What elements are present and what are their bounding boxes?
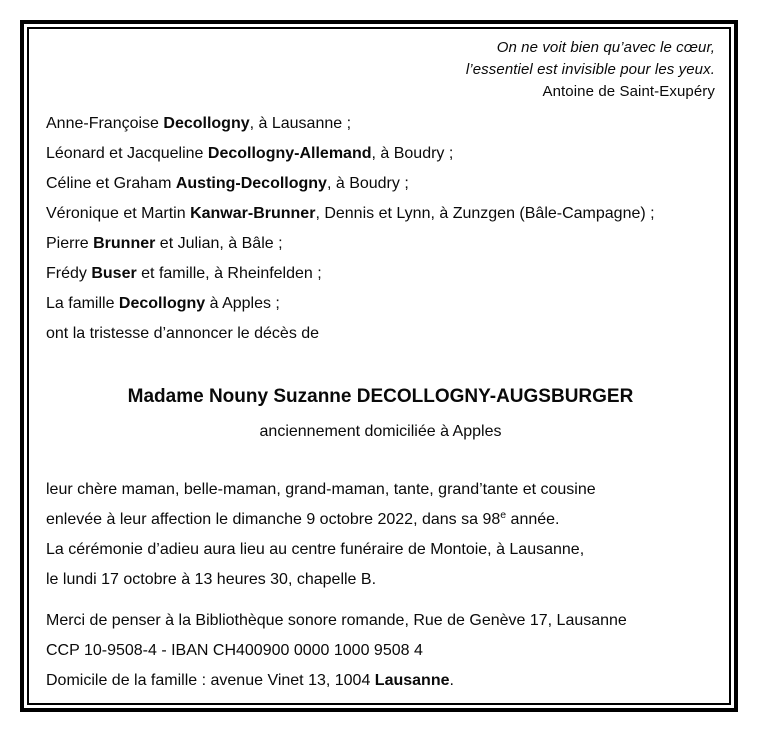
- text-line: Anne-Françoise Decollogny, à Lausanne ;: [46, 115, 352, 132]
- announcement-details: [46, 475, 715, 595]
- text-line: le lundi 17 octobre à 13 heures 30, chapelle B.: [46, 571, 377, 588]
- text-line: leur chère maman, belle-maman, grand-maman, tante, grand’tante et cousine: [46, 481, 596, 498]
- epigraph-line-2: l’essentiel est invisible pour les yeux.: [465, 61, 715, 78]
- text-line: Céline et Graham Austing-Decollogny, à Boudry ;: [46, 175, 409, 192]
- text-line: La cérémonie d’adieu aura lieu au centre funéraire de Montoie, à Lausanne,: [46, 541, 585, 558]
- text-line: Merci de penser à la Bibliothèque sonore romande, Rue de Genève 17, Lausanne: [46, 612, 627, 629]
- family-list: [46, 109, 715, 349]
- notice-outer-border: [20, 20, 738, 712]
- practical-info: [46, 606, 715, 696]
- text-line: Véronique et Martin Kanwar-Brunner, Dennis et Lynn, à Zunzgen (Bâle-Campagne) ;: [46, 205, 655, 222]
- deceased-former-residence: anciennement domiciliée à Apples: [259, 423, 502, 440]
- deceased-name: Madame Nouny Suzanne DECOLLOGNY-AUGSBURGER: [127, 386, 634, 407]
- epigraph-attribution: Antoine de Saint-Exupéry: [542, 83, 715, 100]
- text-line: ont la tristesse d’annoncer le décès de: [46, 325, 320, 342]
- text-line: enlevée à leur affection le dimanche 9 octobre 2022, dans sa 98e année.: [46, 509, 560, 528]
- text-line: Pierre Brunner et Julian, à Bâle ;: [46, 235, 283, 252]
- text-line: Léonard et Jacqueline Decollogny-Allemand, à Boudry ;: [46, 145, 454, 162]
- epigraph-line-1: On ne voit bien qu’avec le cœur,: [496, 39, 715, 56]
- text-line: Domicile de la famille : avenue Vinet 13, 1004 Lausanne.: [46, 672, 454, 689]
- epigraph-quote: [46, 37, 715, 103]
- text-line: Frédy Buser et famille, à Rheinfelden ;: [46, 265, 322, 282]
- text-line: La famille Decollogny à Apples ;: [46, 295, 280, 312]
- notice-inner-border: [27, 27, 731, 705]
- text-line: CCP 10-9508-4 - IBAN CH400900 0000 1000 9508 4: [46, 642, 423, 659]
